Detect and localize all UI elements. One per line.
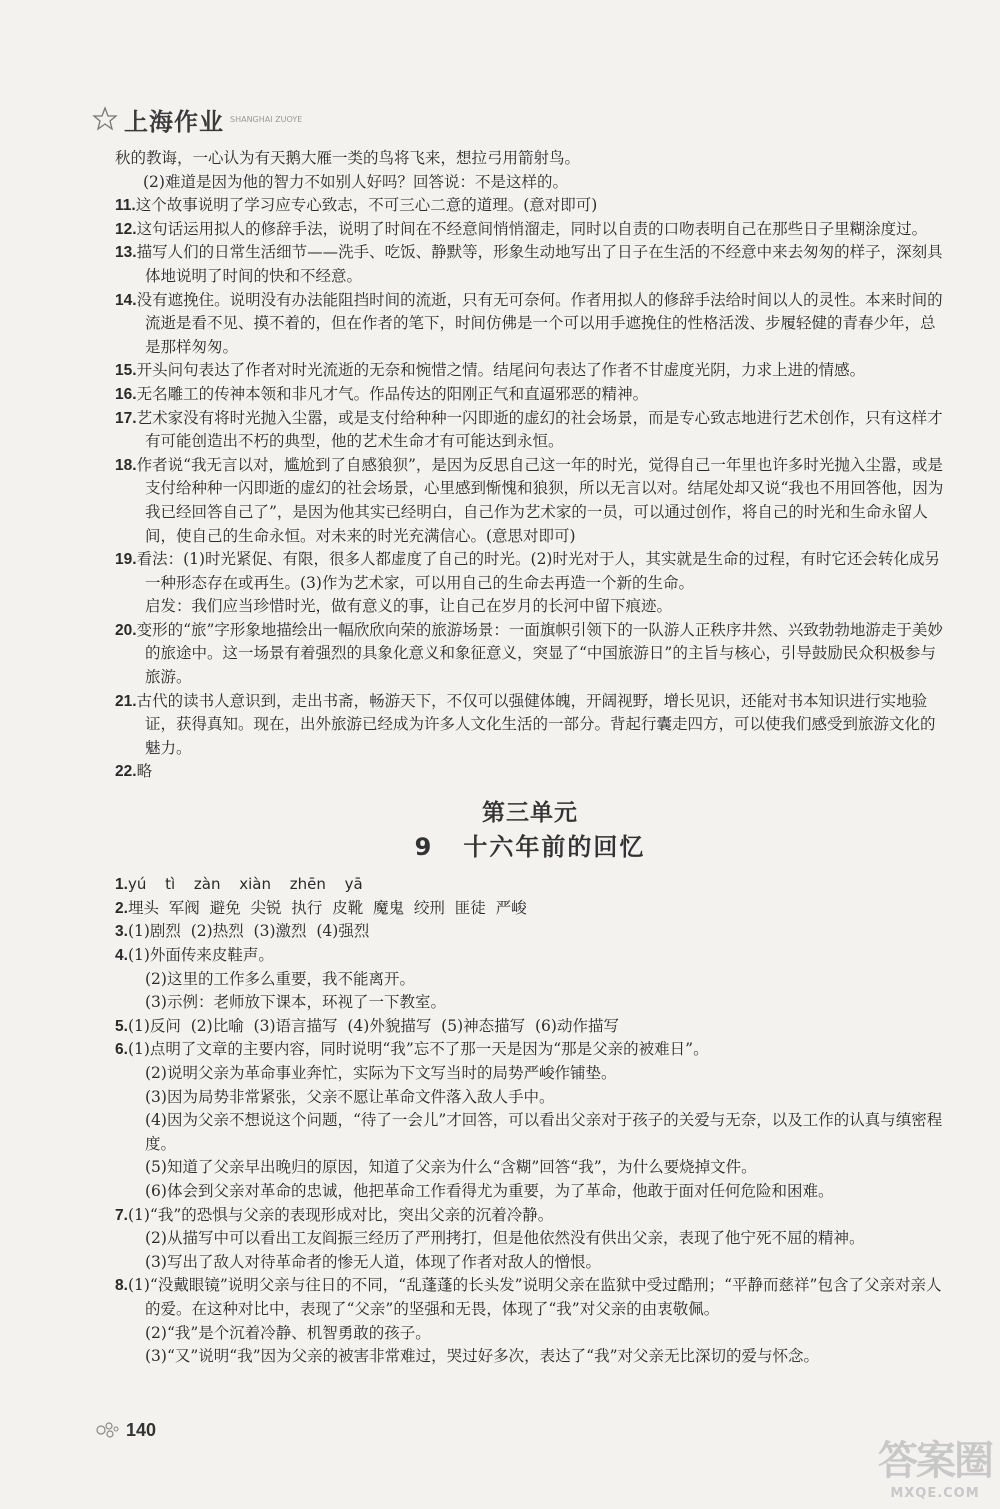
answer-q6-sub: (5)知道了父亲早出晚归的原因，知道了父亲为什么“含糊”回答“我”，为什么要烧掉文件。 — [145, 1158, 757, 1177]
item-number: 14. — [115, 291, 137, 309]
continued-line: (2)难道是因为他的智力不如别人好吗？回答说：不是这样的。 — [143, 172, 568, 191]
item-number: 19. — [115, 551, 137, 569]
item-text: 开头问句表达了作者对时光流逝的无奈和惋惜之情。结尾问句表达了作者不甘虚度光阴，力求上进的情感。 — [136, 361, 866, 380]
answer-item-16 — [115, 383, 945, 407]
answer-q1 — [115, 873, 945, 897]
watermark-text: 答案圈 — [878, 1438, 992, 1484]
item-number: 8. — [115, 1277, 128, 1295]
answer-item-11 — [115, 194, 945, 218]
answer-item-13 — [115, 241, 945, 288]
item-number: 7. — [115, 1206, 128, 1224]
answer-q6-sub: (3)因为局势非常紧张，父亲不愿让革命文件落入敌人手中。 — [145, 1087, 555, 1106]
answer-q8-sub: (3)“又”说明“我”因为父亲的被害非常难过，哭过好多次，表达了“我”对父亲无比深切的爱与怀念。 — [145, 1347, 820, 1366]
answer-item-19-inspiration: 启发：我们应当珍惜时光，做有意义的事，让自己在岁月的长河中留下痕迹。 — [145, 597, 673, 616]
item-number: 22. — [115, 763, 137, 781]
answer-q6-sub: (6)体会到父亲对革命的忠诚，他把革命工作看得尤为重要，为了革命，他敢于面对任何危险和困难。 — [145, 1181, 834, 1200]
item-number: 12. — [115, 220, 137, 238]
item-text: (1)反问 (2)比喻 (3)语言描写 (4)外貌描写 (5)神态描写 (6)动作描写 — [127, 1016, 619, 1035]
answer-q4-sub: (3)示例：老师放下课本，环视了一下教室。 — [145, 993, 446, 1012]
star-decoration-icon — [92, 106, 118, 132]
answer-item-18 — [115, 454, 945, 548]
lesson-number: 9 — [414, 832, 434, 861]
item-text: 描写人们的日常生活细节——洗手、吃饭、静默等，形象生动地写出了日子在生活的不经意中来去匆匆的样子，深刻具体地说明了时间的快和不经意。 — [136, 243, 943, 285]
page-footer — [92, 1418, 156, 1442]
item-text: (1)点明了文章的主要内容，同时说明“我”忘不了那一天是因为“那是父亲的被难日”。 — [127, 1040, 709, 1059]
answer-q5 — [115, 1015, 945, 1039]
item-number: 16. — [115, 385, 137, 403]
answer-q6-sub: (2)说明父亲为革命事业奔忙，实际为下文写当时的局势严峻作铺垫。 — [145, 1063, 617, 1082]
item-text: 艺术家没有将时光抛入尘嚣，或是支付给种种一闪即逝的虚幻的社会场景，而是专心致志地进行艺术创作，只有这样才有可能创造出不朽的典型，他的艺术生命才有可能达到永恒。 — [136, 408, 943, 451]
item-number: 2. — [115, 899, 128, 917]
answer-q7-sub: (2)从描写中可以看出工友阎振三经历了严刑拷打，但是他依然没有供出父亲，表现了他宁死不屈的精神。 — [145, 1229, 865, 1248]
brand-subtitle: SHANGHAI ZUOYE — [230, 114, 303, 124]
answer-q3 — [115, 920, 945, 944]
item-text: 这句话运用拟人的修辞手法，说明了时间在不经意间悄悄溜走，同时以自责的口吻表明自己在那些日子里糊涂度过。 — [136, 219, 928, 238]
item-text: 没有遮挽住。说明没有办法能阻挡时间的流逝，只有无可奈何。作者用拟人的修辞手法给时间以人的灵性。本来时间的流逝是看不见、摸不着的，但在作者的笔下，时间仿佛是一个可以用手遮挽住的性格活泼、步履轻健的青春少年，总是那样匆匆。 — [136, 290, 943, 356]
brand-name: 上海作业 — [124, 107, 224, 136]
continued-line: 秋的教诲，一心认为有天鹅大雁一类的鸟将飞来，想拉弓用箭射鸟。 — [115, 149, 581, 167]
item-text: 看法：(1)时光紧促、有限，很多人都虚度了自己的时光。(2)时光对于人，其实就是生命的过程，有时它还会转化成另一种形态存在或再生。(3)作为艺术家，可以用自己的生命去再造一个新的生命。 — [136, 550, 940, 592]
item-text: 变形的“旅”字形象地描绘出一幅欣欣向荣的旅游场景：一面旗帜引领下的一队游人正秩序井然、兴致勃勃地游走于美妙的旅途中。这一场景有着强烈的具象化意义和象征意义，突显了“中国旅游日”的主旨与核心，引导鼓励民众积极参与旅游。 — [136, 620, 943, 687]
item-number: 1. — [115, 876, 128, 894]
answer-item-15 — [115, 359, 945, 383]
answer-item-19 — [115, 548, 945, 595]
answer-q2 — [115, 897, 945, 921]
item-text: (1)“没戴眼镜”说明父亲与往日的不同，“乱蓬蓬的长头发”说明父亲在监狱中受过酷刑；“平静而慈祥”包含了父亲对亲人的爱。在这种对比中，表现了“父亲”的坚强和无畏，体现了“我”对父亲的由衷敬佩。 — [127, 1276, 942, 1318]
lesson-title — [115, 832, 945, 861]
item-number: 15. — [115, 362, 137, 380]
brand-logo — [92, 96, 302, 142]
item-number: 11. — [115, 197, 136, 215]
item-text: (1)剧烈 (2)热烈 (3)激烈 (4)强烈 — [127, 922, 370, 941]
item-number: 3. — [115, 923, 128, 941]
answer-item-21 — [115, 690, 945, 761]
item-text: 无名雕工的传神本领和非凡才气。作品传达的阳刚正气和直逼邪恶的精神。 — [136, 384, 649, 403]
answer-item-20 — [115, 619, 945, 690]
watermark-url: MXQE.COM — [890, 1486, 980, 1501]
item-text: yú tì zàn xiàn zhēn yā — [127, 875, 363, 894]
item-text: 埋头 军阀 避免 尖锐 执行 皮靴 魔鬼 绞刑 匪徒 严峻 — [127, 898, 527, 917]
answer-q6 — [115, 1038, 945, 1062]
answer-q7 — [115, 1204, 945, 1228]
lesson-name: 十六年前的回忆 — [463, 832, 646, 861]
item-number: 21. — [115, 692, 137, 710]
item-text: (1)“我”的恐惧与父亲的表现形成对比，突出父亲的沉着冷静。 — [127, 1205, 554, 1224]
answer-q4 — [115, 944, 945, 968]
item-number: 17. — [115, 409, 137, 427]
item-number: 20. — [115, 621, 137, 639]
answer-item-17 — [115, 407, 945, 454]
watermark — [878, 1429, 992, 1501]
answer-q8-sub: (2)“我”是个沉着冷静、机智勇敢的孩子。 — [145, 1323, 431, 1342]
answer-q8 — [115, 1274, 945, 1321]
item-number: 4. — [115, 947, 128, 964]
item-text: 古代的读书人意识到，走出书斋，畅游天下，不仅可以强健体魄，开阔视野，增长见识，还能对书本知识进行实地验证，获得真知。现在，出外旅游已经成为许多人文化生活的一部分。背起行囊走四方，可以使我们感受到旅游文化的魅力。 — [136, 691, 936, 757]
flower-decoration-icon — [92, 1418, 122, 1442]
answer-q4-sub: (2)这里的工作多么重要，我不能离开。 — [145, 969, 415, 988]
answer-q6-sub: (4)因为父亲不想说这个问题，“待了一会儿”才回答，可以看出父亲对于孩子的关爱与无奈，以及工作的认真与缜密程度。 — [145, 1111, 943, 1153]
item-number: 5. — [115, 1017, 128, 1035]
answer-item-14 — [115, 289, 945, 360]
item-number: 6. — [115, 1041, 128, 1059]
item-text: 作者说“我无言以对，尴尬到了自感狼狈”，是因为反思自己这一年的时光，觉得自己一年里也许多时光抛入尘嚣，或是支付给种种一闪即逝的虚幻的社会场景，心里感到惭愧和狼狈，所以无言以对。结尾处却又说“我也不用回答他，因为我已经回答自己了”，是因为他其实已经明白，自己作为艺术家的一员，可以通过创作，将自己的时光和生命永留人间，使自己的生命永恒。对未来的时光充满信心。(意思对即可) — [136, 455, 944, 545]
item-number: 18. — [115, 456, 137, 474]
page-number: 140 — [126, 1419, 157, 1440]
answer-q7-sub: (3)写出了敌人对待革命者的惨无人道，体现了作者对敌人的憎恨。 — [145, 1252, 601, 1271]
answer-content — [115, 147, 945, 1369]
item-text: (1)外面传来皮鞋声。 — [127, 946, 274, 964]
item-number: 13. — [115, 244, 137, 262]
unit-title: 第三单元 — [482, 800, 578, 827]
answer-item-12 — [115, 218, 945, 242]
item-text: 略 — [136, 762, 153, 781]
answer-item-22 — [115, 760, 945, 784]
item-text: 这个故事说明了学习应专心致志，不可三心二意的道理。(意对即可) — [135, 196, 598, 215]
